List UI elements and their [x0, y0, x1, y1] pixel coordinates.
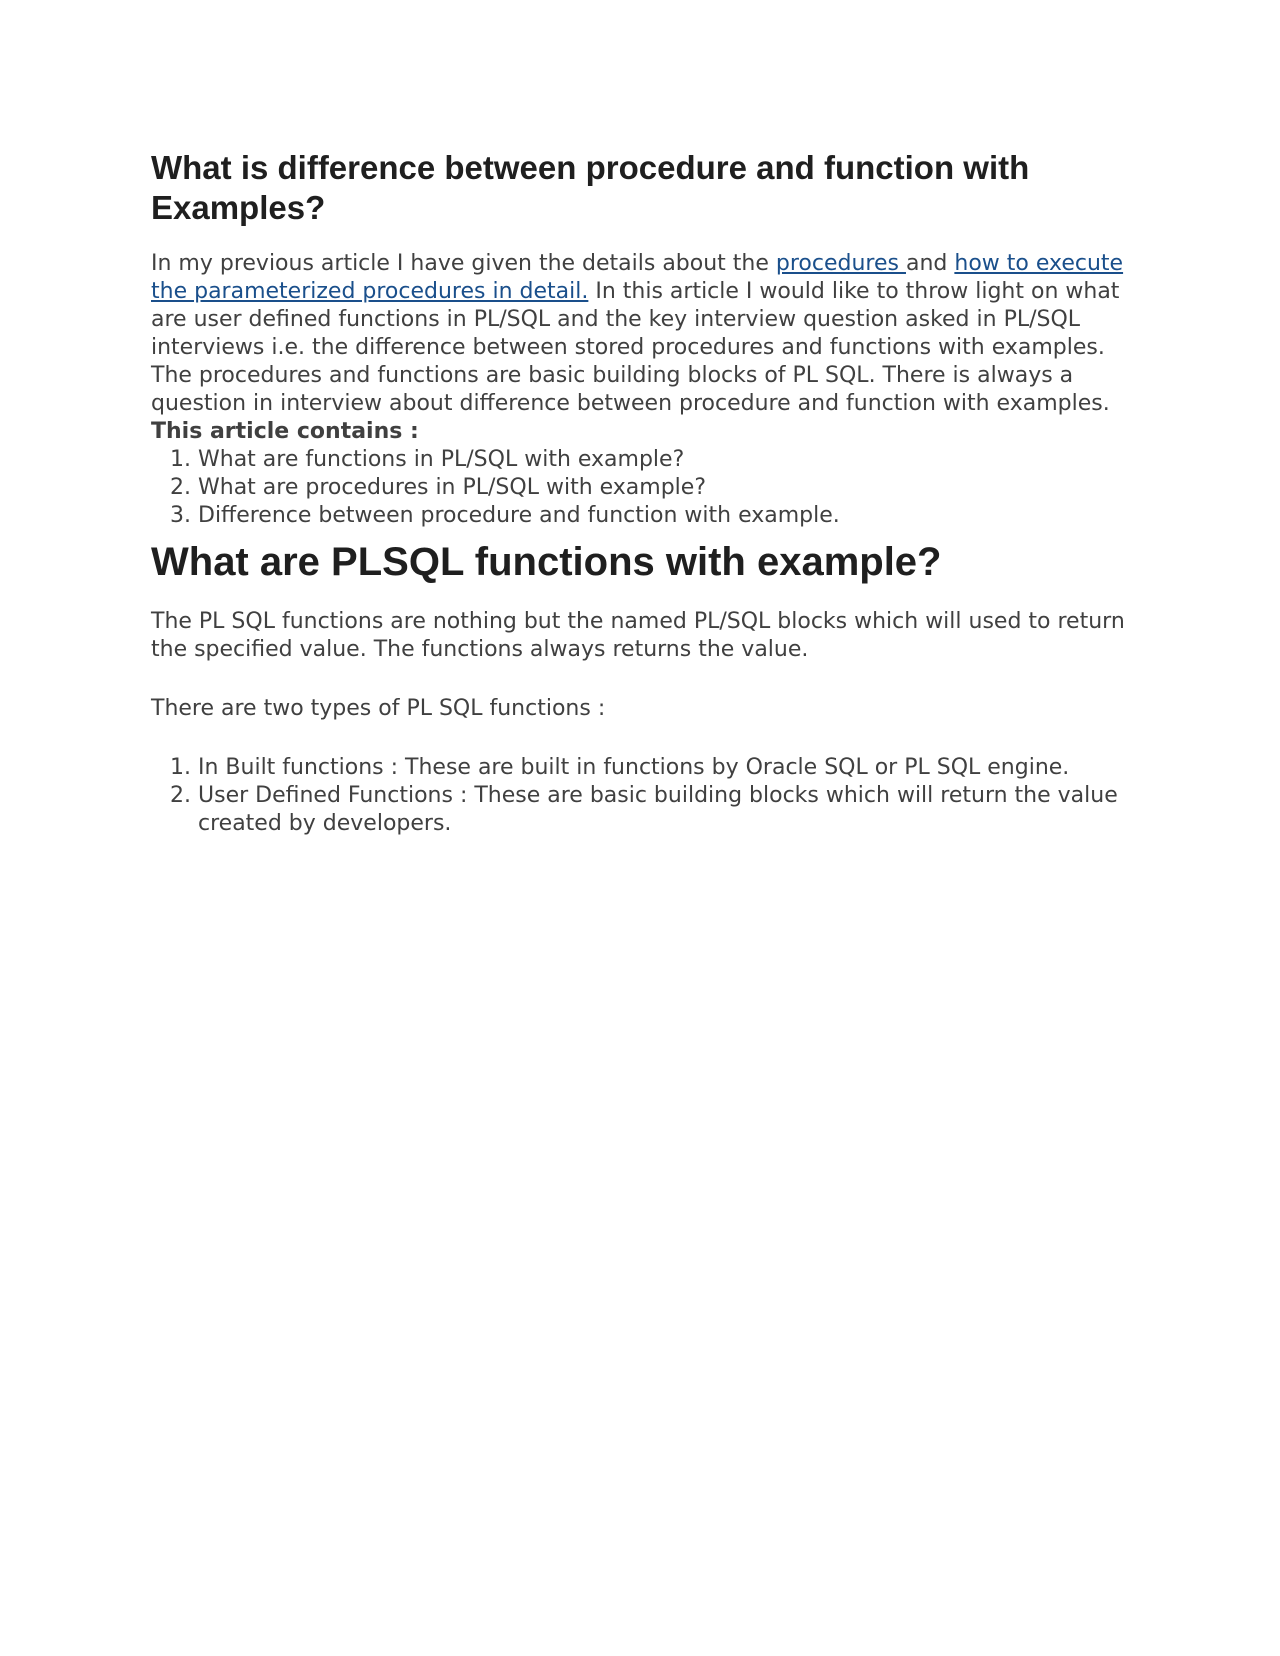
intro-paragraph — [151, 250, 1131, 418]
section-paragraph: The PL SQL functions are nothing but the named PL/SQL blocks which will used to return the specified value. The functions always returns the value. — [151, 609, 1125, 662]
list-item: 3. Difference between procedure and function with example. — [198, 502, 1131, 530]
contents-label: This article contains : — [151, 419, 419, 444]
list-item: 2. User Defined Functions : These are basic building blocks which will return the value created by developers. — [198, 782, 1131, 838]
contents-list — [151, 446, 1131, 530]
section-paragraph: There are two types of PL SQL functions : — [151, 696, 606, 721]
article-title: What is difference between procedure and function with Examples? — [151, 149, 1030, 226]
list-item: 2. What are procedures in PL/SQL with example? — [198, 474, 1131, 502]
function-types-list — [151, 754, 1131, 838]
intro-text-between: and — [905, 251, 955, 276]
spacer — [151, 723, 1131, 754]
spacer — [151, 664, 1131, 695]
document-page — [151, 148, 1131, 838]
procedures-link[interactable]: procedures — [775, 251, 906, 276]
intro-text-start: In my previous article I have given the details about the — [151, 251, 776, 276]
intro-text-end: In this article I would like to throw light on what are user defined functions in PL/SQL and the key interview question asked in PL/SQL interviews i.e. the difference between stored procedures and functions with examples. The procedures and functions are basic building blocks of PL SQL. There is always a question in interview about difference between procedure and function with examples. — [151, 279, 1120, 416]
list-item: 1. In Built functions : These are built in functions by Oracle SQL or PL SQL engine. — [198, 754, 1131, 782]
parameterized-procedures-link[interactable]: how to execute the parameterized procedures in detail. — [151, 251, 1124, 304]
list-item: 1. What are functions in PL/SQL with example? — [198, 446, 1131, 474]
section-heading: What are PLSQL functions with example? — [151, 540, 942, 584]
